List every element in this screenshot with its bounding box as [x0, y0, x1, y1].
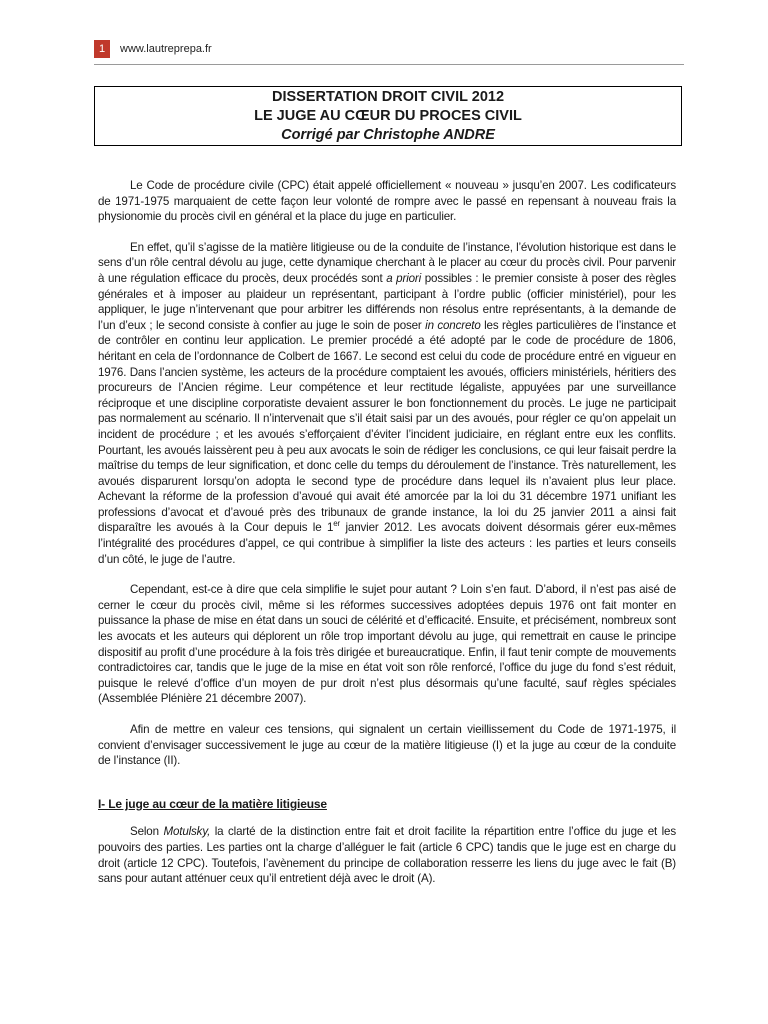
section-heading-1: I- Le juge au cœur de la matière litigieuse [98, 796, 327, 811]
superscript-er: er [333, 519, 341, 529]
paragraph-motulsky-part-a: Selon [130, 825, 164, 839]
paragraph-motulsky-part-b: la clarté de la distinction entre fait et droit facilite la répartition entre l’office du juge et les pouvoirs des parties. Les parties ont la charge d’alléguer le fait (article 6 CPC) tandis que le juge est en charge du droit (article 12 CPC). Toutefois, l’avènement du principe de collaboration resserre les liens du juge avec le fait (B) sans pour autant atténuer ceux qu’il entretient déjà avec le droit (A). [98, 825, 676, 886]
paragraph-plan: Afin de mettre en valeur ces tensions, qui signalent un certain vieillissement du Code de 1971-1975, il convient d’envisager successivement le juge au cœur de la matière litigieuse (I) et la juge au cœur de la conduite de l’instance (II). [98, 723, 676, 768]
emphasis-motulsky: Motulsky, [163, 825, 211, 839]
paragraph-intro: Le Code de procédure civile (CPC) était appelé officiellement « nouveau » jusqu’en 2007. Les codificateurs de 1971-1975 marquaient de cette façon leur volonté de rompre avec le passé en repensant à nouveau frais la physionomie du procès civil en général et la place du juge en particulier. [98, 179, 676, 224]
paragraph-history [98, 240, 676, 567]
document-body [98, 178, 676, 887]
title-line-1: DISSERTATION DROIT CIVIL 2012 [271, 89, 505, 105]
paragraph-problem: Cependant, est-ce à dire que cela simplifie le sujet pour autant ? Loin s’en faut. D’abord, il n’est pas aisé de cerner le cœur du procès civil, même si les réformes successives adoptées depuis 1976 ont fait monter en puissance la phase de mise en état dans un souci de célérité et d’efficacité. Ensuite, et précisément, nombreux sont les avocats et les auteurs qui déplorent un rôle trop important dévolu au juge, qui remettrait en cause le principe dispositif au profit d’une procédure à la fois très dirigée et bureaucratique. Enfin, il faut tenir compte de mouvements contradictoires car, tandis que le juge de la mise en état voit son rôle renforcé, l’office du juge du fond s’est réduit, puisque le relevé d’office d’un moyen de pur droit n’est plus désormais qu’une faculté, sauf règles spéciales (Assemblée Plénière 21 décembre 2007). [98, 583, 676, 706]
emphasis-a-priori: a priori [386, 271, 422, 285]
title-box [94, 86, 682, 146]
page-header [94, 40, 212, 58]
paragraph-history-part-a: En effet, qu’il s’agisse de la matière litigieuse ou de la conduite de l’instance, l’évolution historique est dans le sens d’un rôle central dévolu au juge, cette dynamique cherchant à le placer au cœur du procès civil. Pour parvenir à une régulation efficace du procès, deux procédés sont [98, 240, 676, 285]
emphasis-in-concreto: in concreto [425, 318, 481, 332]
header-divider [94, 64, 684, 65]
paragraph-history-part-d: janvier 2012. Les avocats doivent désormais gérer eux-mêmes l’intégralité des procédures d’appel, ce qui contribue à simplifier la liste des acteurs : les parties et leurs conseils d’un côté, le juge de l’autre. [98, 521, 677, 566]
paragraph-history-part-b: possibles : le premier consiste à poser des règles générales et à imposer au plaideur un représentant, participant à l’ordre public (officier ministériel), pour les appliquer, le juge n’intervenant que pour arbitrer les différends non résolus entre représentants, à la demande de l’un d’eux ; le second consiste à confier au juge le soin de poser [98, 271, 677, 332]
page-number-badge: 1 [94, 40, 110, 58]
paragraph-history-part-c: les règles particulières de l’instance et de contrôler en continu leur application. Le premier procédé a été adopté par le code de procédure de 1806, héritant en cela de l’ordonnance de Colbert de 1667. Le second est celui du code de procédure entré en vigueur en 1976. Dans l’ancien système, les acteurs de la procédure comptaient les avoués, officiers ministériels, héritiers des procureurs de l’Ancien régime. Leur compétence et leur rectitude légaliste, appuyées par une surveillance réciproque et une discipline corporatiste devaient assurer le bon fonctionnement du procès. Le juge ne participait pas normalement au scénario. Il n’intervenait que s’il était saisi par un des avoués, pour régler ce qu’on appelait un incident de procédure ; et les avoués s’efforçaient d’éviter l’incident judiciaire, en réglant entre eux les conflits. Pourtant, les avoués laissèrent peu à peu aux avocats le soin de rédiger les conclusions, ce qui leur faisait perdre la maîtrise du temps de leur signification, et donc celle du temps du déroulement de l’instance. Très naturellement, les avoués disparurent lorsqu’on adopta le second type de procédure dans lequel ils n’avaient plus leur place. Achevant la réforme de la profession d’avoué qui avait été amorcée par la loi du 31 décembre 1971 unifiant les professions d’avocat et d’avoué près des tribunaux de grande instance, la loi du 25 janvier 2011 a ainsi fait disparaître les avoués à la Cour depuis le 1 [98, 318, 677, 535]
site-url[interactable]: www.lautreprepa.fr [120, 43, 212, 55]
paragraph-motulsky [98, 824, 676, 886]
author-line: Corrigé par Christophe ANDRE [281, 127, 495, 143]
title-line-2: LE JUGE AU CŒUR DU PROCES CIVIL [254, 108, 522, 124]
